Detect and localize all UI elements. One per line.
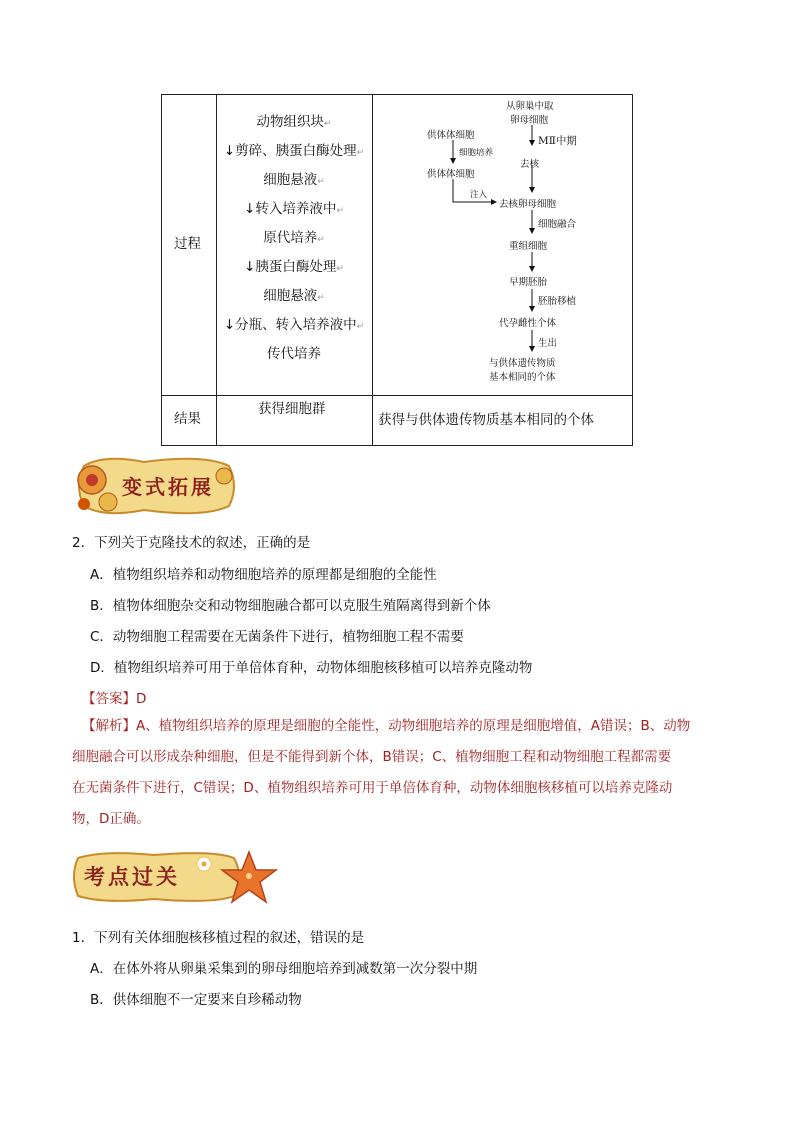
process-steps xyxy=(216,109,372,368)
process-step: 原代培养↵ xyxy=(263,230,325,246)
q2-explanation xyxy=(72,711,732,835)
egg-source-1: 从卵巢中取 xyxy=(506,101,554,112)
offspring-1: 与供体遗传物质 xyxy=(489,358,556,369)
mii-label: MⅡ中期 xyxy=(538,135,577,147)
explanation-line: 【解析】A、植物组织培养的原理是细胞的全能性，动物细胞培养的原理是细胞增值，A错误；B、动物 xyxy=(82,718,691,734)
q2-option-d: D．植物组织培养可用于单倍体育种，动物体细胞核移植可以培养克隆动物 xyxy=(90,660,533,676)
nuclear-transfer-diagram xyxy=(373,95,632,395)
row-label-result: 结果 xyxy=(174,411,201,427)
result-right: 获得与供体遗传物质基本相同的个体 xyxy=(378,412,594,428)
q2-stem: 2．下列关于克隆技术的叙述，正确的是 xyxy=(72,535,311,551)
surrogate: 代孕雌性个体 xyxy=(499,318,557,329)
technique-table xyxy=(161,94,633,446)
banner-variant-title: 变式拓展 xyxy=(122,475,214,499)
process-step: 细胞悬液↵ xyxy=(263,288,325,304)
table-divider-row xyxy=(162,395,632,396)
row-label-process: 过程 xyxy=(174,236,201,252)
enucleated-oocyte: 去核卵母细胞 xyxy=(499,199,557,210)
banner-checkpoint xyxy=(64,846,284,908)
cell-culture-label: 细胞培养 xyxy=(459,148,494,158)
inject-label: 注入 xyxy=(470,190,488,200)
banner-checkpoint-title: 考点过关 xyxy=(84,864,180,889)
process-step: ↓转入培养液中↵ xyxy=(244,201,344,217)
explanation-line: 细胞融合可以形成杂种细胞，但是不能得到新个体，B错误；C、植物细胞工程和动物细胞工程都需要 xyxy=(72,749,672,765)
process-step: 传代培养 xyxy=(267,346,321,362)
enucleate-label: 去核 xyxy=(520,159,540,170)
early-embryo: 早期胚胎 xyxy=(509,277,548,288)
banner-variant-extension xyxy=(64,452,239,520)
q2-option-a: A．植物组织培养和动物细胞培养的原理都是细胞的全能性 xyxy=(90,567,437,583)
q1-option-b: B．供体细胞不一定要来自珍稀动物 xyxy=(90,992,302,1008)
answer-label: 【答案】 xyxy=(82,691,136,707)
process-step: ↓胰蛋白酶处理↵ xyxy=(244,259,344,275)
process-step: 细胞悬液↵ xyxy=(263,172,325,188)
answer-value: D xyxy=(136,691,147,707)
explanation-line: 在无菌条件下进行，C错误；D、植物组织培养可用于单倍体育种，动物体细胞核移植可以培养克隆动 xyxy=(72,780,673,796)
result-left: 获得细胞群 xyxy=(258,401,326,417)
q2-option-c: C．动物细胞工程需要在无菌条件下进行，植物细胞工程不需要 xyxy=(90,629,464,645)
q1-stem: 1．下列有关体细胞核移植过程的叙述，错误的是 xyxy=(72,930,365,946)
q1-option-a: A．在体外将从卵巢采集到的卵母细胞培养到减数第一次分裂中期 xyxy=(90,961,478,977)
process-step: ↓剪碎、胰蛋白酶处理↵ xyxy=(223,143,365,159)
donor-cell-2: 供体体细胞 xyxy=(427,169,475,180)
q2-answer xyxy=(82,687,146,707)
process-step: ↓分瓶、转入培养液中↵ xyxy=(223,317,365,333)
recombined-cell: 重组细胞 xyxy=(509,241,548,252)
birth-label: 生出 xyxy=(538,338,558,349)
offspring-2: 基本相同的个体 xyxy=(489,372,556,383)
q2-option-b: B．植物体细胞杂交和动物细胞融合都可以克服生殖隔离得到新个体 xyxy=(90,598,491,614)
diagram-arrows xyxy=(373,95,632,395)
egg-source-2: 卵母细胞 xyxy=(510,115,549,126)
cell-fusion-label: 细胞融合 xyxy=(538,219,577,230)
embryo-transfer-label: 胚胎移植 xyxy=(538,296,577,307)
explanation-line: 物，D正确。 xyxy=(72,811,150,827)
donor-cell: 供体体细胞 xyxy=(427,130,475,141)
process-step: 动物组织块↵ xyxy=(256,114,332,130)
